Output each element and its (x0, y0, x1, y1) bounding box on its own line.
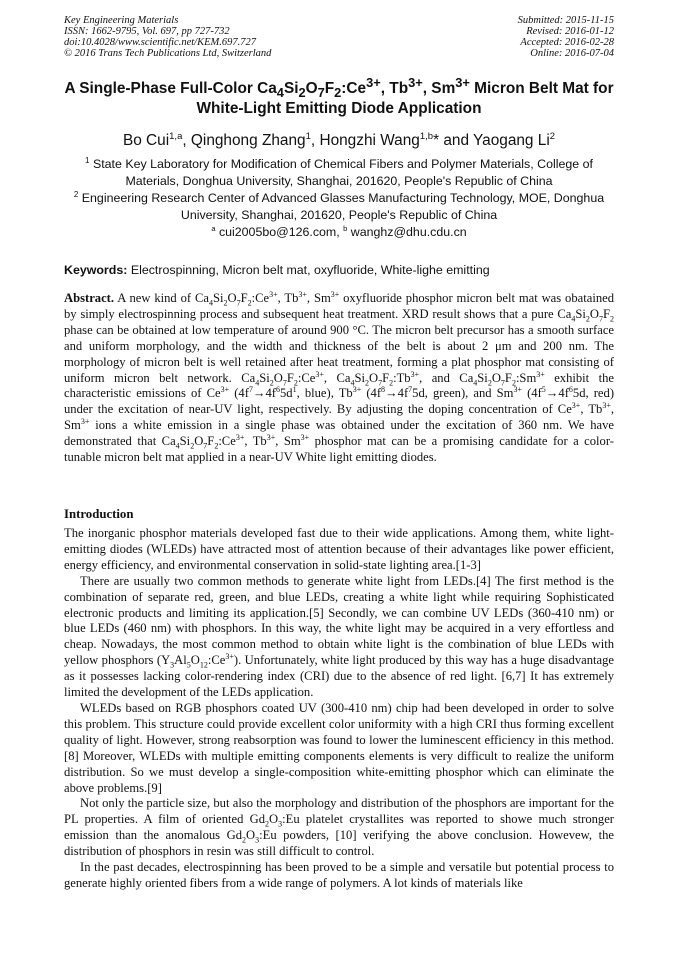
issn-line: ISSN: 1662-9795, Vol. 697, pp 727-732 (64, 26, 230, 37)
journal-header (64, 15, 271, 59)
author-name: Qinghong Zhang (190, 132, 306, 149)
paper-title: A Single-Phase Full-Color $Ca_4Si_2O_7F_2:Ce^{3+}$, $Tb^{3+}$, $Sm^{3+}$ Micron Belt Mat for White-Light Emitting Diode Application (64, 74, 614, 117)
affiliation-1: $^1$ State Key Laboratory for Modification of Chemical Fibers and Polymer Materials, College of Materials, Donghua University, Shanghai, 201620, People's Republic of China (85, 155, 593, 188)
submitted-date: Submitted: 2015-11-15 (517, 15, 614, 26)
email-a: cui2005bo@126.com, (218, 225, 344, 239)
paragraph: There are usually two common methods to generate white light from LEDs.[4] The first method is the combination of separate red, green, and blue LEDs, creating a white light while requiring Sophisticated electronic products and limiting its application.[5] Secondly, we can combine UV LEDs (360-410 nm) or blue LEDs (460 nm) with phosphors. In this way, the white light may be acquired in a very effortless and cheap. Nowadays, the most common method to obtain white light is the combination of blue LEDs with yellow phosphors $(Y_3Al_5O_{12}:Ce^{3+})$. Unfortunately, white light produced by this way has a huge disadvantage as it possesses lacking color-rendering index (CRI) due to the absence of red light. [6,7] It has extremely limited the development of the LEDs application. (64, 573, 615, 700)
section-heading-introduction: Introduction (64, 507, 134, 521)
keywords-text: Electrospinning, Micron belt mat, oxyfluoride, White-lighe emitting (130, 263, 490, 277)
abstract: Abstract. A new kind of $Ca_4Si_2O_7F_2:Ce^{3+}$, $Tb^{3+}$, $Sm^{3+}$ oxyfluoride phosphor micron belt mat was obatained by simply electrospinning process and subsequent heat treatment. XRD result shows that a pure $Ca_4Si_2O_7F_2$ phase can be obtained at low temperature of around 900 °C. The micron belt precursor has a smooth surface and uniform morphology, and the width and thickness of the belt is about 2 μm and 200 nm. The morphology of micron belt is well retained after heat treatment, forming a plat phosphor mat consisting of uniform micron belt network. $Ca_4Si_2O_7F_2:Ce^{3+}$, $Ca_4Si_2O_7F_2:Tb^{3+}$, and $Ca_4Si_2O_7F_2:Sm^{3+}$ exhibit the characteristic emissions of $Ce^{3+}$ ($4f^7\to 4f^65d^1$, blue), $Tb^{3+}$ ($4f^8\to 4f^75d$, green), and $Sm^{3+}$ ($4f^5\to 4f^65d$, red) under the excitation of near-UV light, respectively. By adjusting the doping concentration of $Ce^{3+}$, $Tb^{3+}$, $Sm^{3+}$ ions a white emission in a single phase was obtained under the excitation of 360 nm. We have demonstrated that $Ca_4Si_2O_7F_2:Ce^{3+}$, $Tb^{3+}$, $Sm^{3+}$ phosphor mat can be a promising candidate for a color-tunable micron belt mat applied in a near-UV White light emitting diodes. (64, 289, 615, 465)
paragraph: In the past decades, electrospinning has been proved to be a simple and versatile but potential process to generate highly oriented fibers from a wide range of polymers. A lot kinds of materials like (64, 860, 614, 890)
dates-header (518, 15, 614, 59)
paragraph: WLEDs based on RGB phosphors coated UV (300-410 nm) chip had been developed in order to solve this problem. This structure could provide excellent color uniformity with a high CRI thus forming excellent quality of light. However, strong reabsorption was found to lower the luminescent efficiency in this method.[8] Moreover, WLEDs with multiple emitting components elements is very difficult to realize the uniform distribution. So we must develop a single-composition white-emitting phosphor which can eliminate the above problems.[9] (64, 700, 614, 795)
keywords (64, 262, 624, 278)
keywords-label: Keywords: (64, 263, 128, 277)
copyright-line: © 2016 Trans Tech Publications Ltd, Switzerland (64, 48, 272, 59)
revised-date: Revised: 2016-01-12 (526, 26, 614, 37)
author-name: Yaogang Li (473, 132, 550, 149)
author-list: Bo Cui$^{1,a}$, Qinghong Zhang$^1$, Hongzhi Wang$^{1,b}$* and Yaogang Li$^2$ (122, 130, 556, 149)
journal-name: Key Engineering Materials (64, 15, 179, 26)
online-date: Online: 2016-07-04 (530, 48, 614, 59)
abstract-label: Abstract. (64, 291, 115, 305)
paragraph: The inorganic phosphor materials developed fast due to their wide applications. Among them, white light-emitting diodes (WLEDs) have attracted most of attention because of their advantages like power efficient, energy efficiency, and environmental conservation in solid-state lighting area.[1-3] (64, 526, 614, 572)
affiliation-2: $^2$ Engineering Research Center of Advanced Glasses Manufacturing Technology, MOE, Donghua University, Shanghai, 201620, People's Republic of China (73, 189, 605, 222)
accepted-date: Accepted: 2016-02-28 (520, 37, 614, 48)
author-name: Bo Cui (122, 132, 170, 149)
doi-line: doi:10.4028/www.scientific.net/KEM.697.727 (64, 37, 256, 48)
paragraph: Not only the particle size, but also the morphology and distribution of the phosphors are important for the PL properties. A film of oriented $Gd_2O_3:Eu$ platelet crystallites was reported to showe much stronger emission than the anomalous $Gd_2O_3:Eu$ powders, [10] verifying the above conclusion. Howevew, the distribution of phosphors in resin was still difficult to control. (64, 796, 614, 859)
author-name: Hongzhi Wang (319, 132, 420, 149)
introduction-body (64, 526, 614, 892)
author-emails: $^a$ cui2005bo@126.com, $^b$ wanghz@dhu.cdu.cn (211, 223, 467, 239)
title-line-2: White-Light Emitting Diode Application (196, 100, 482, 117)
email-b: wanghz@dhu.cdu.cn (350, 225, 467, 239)
